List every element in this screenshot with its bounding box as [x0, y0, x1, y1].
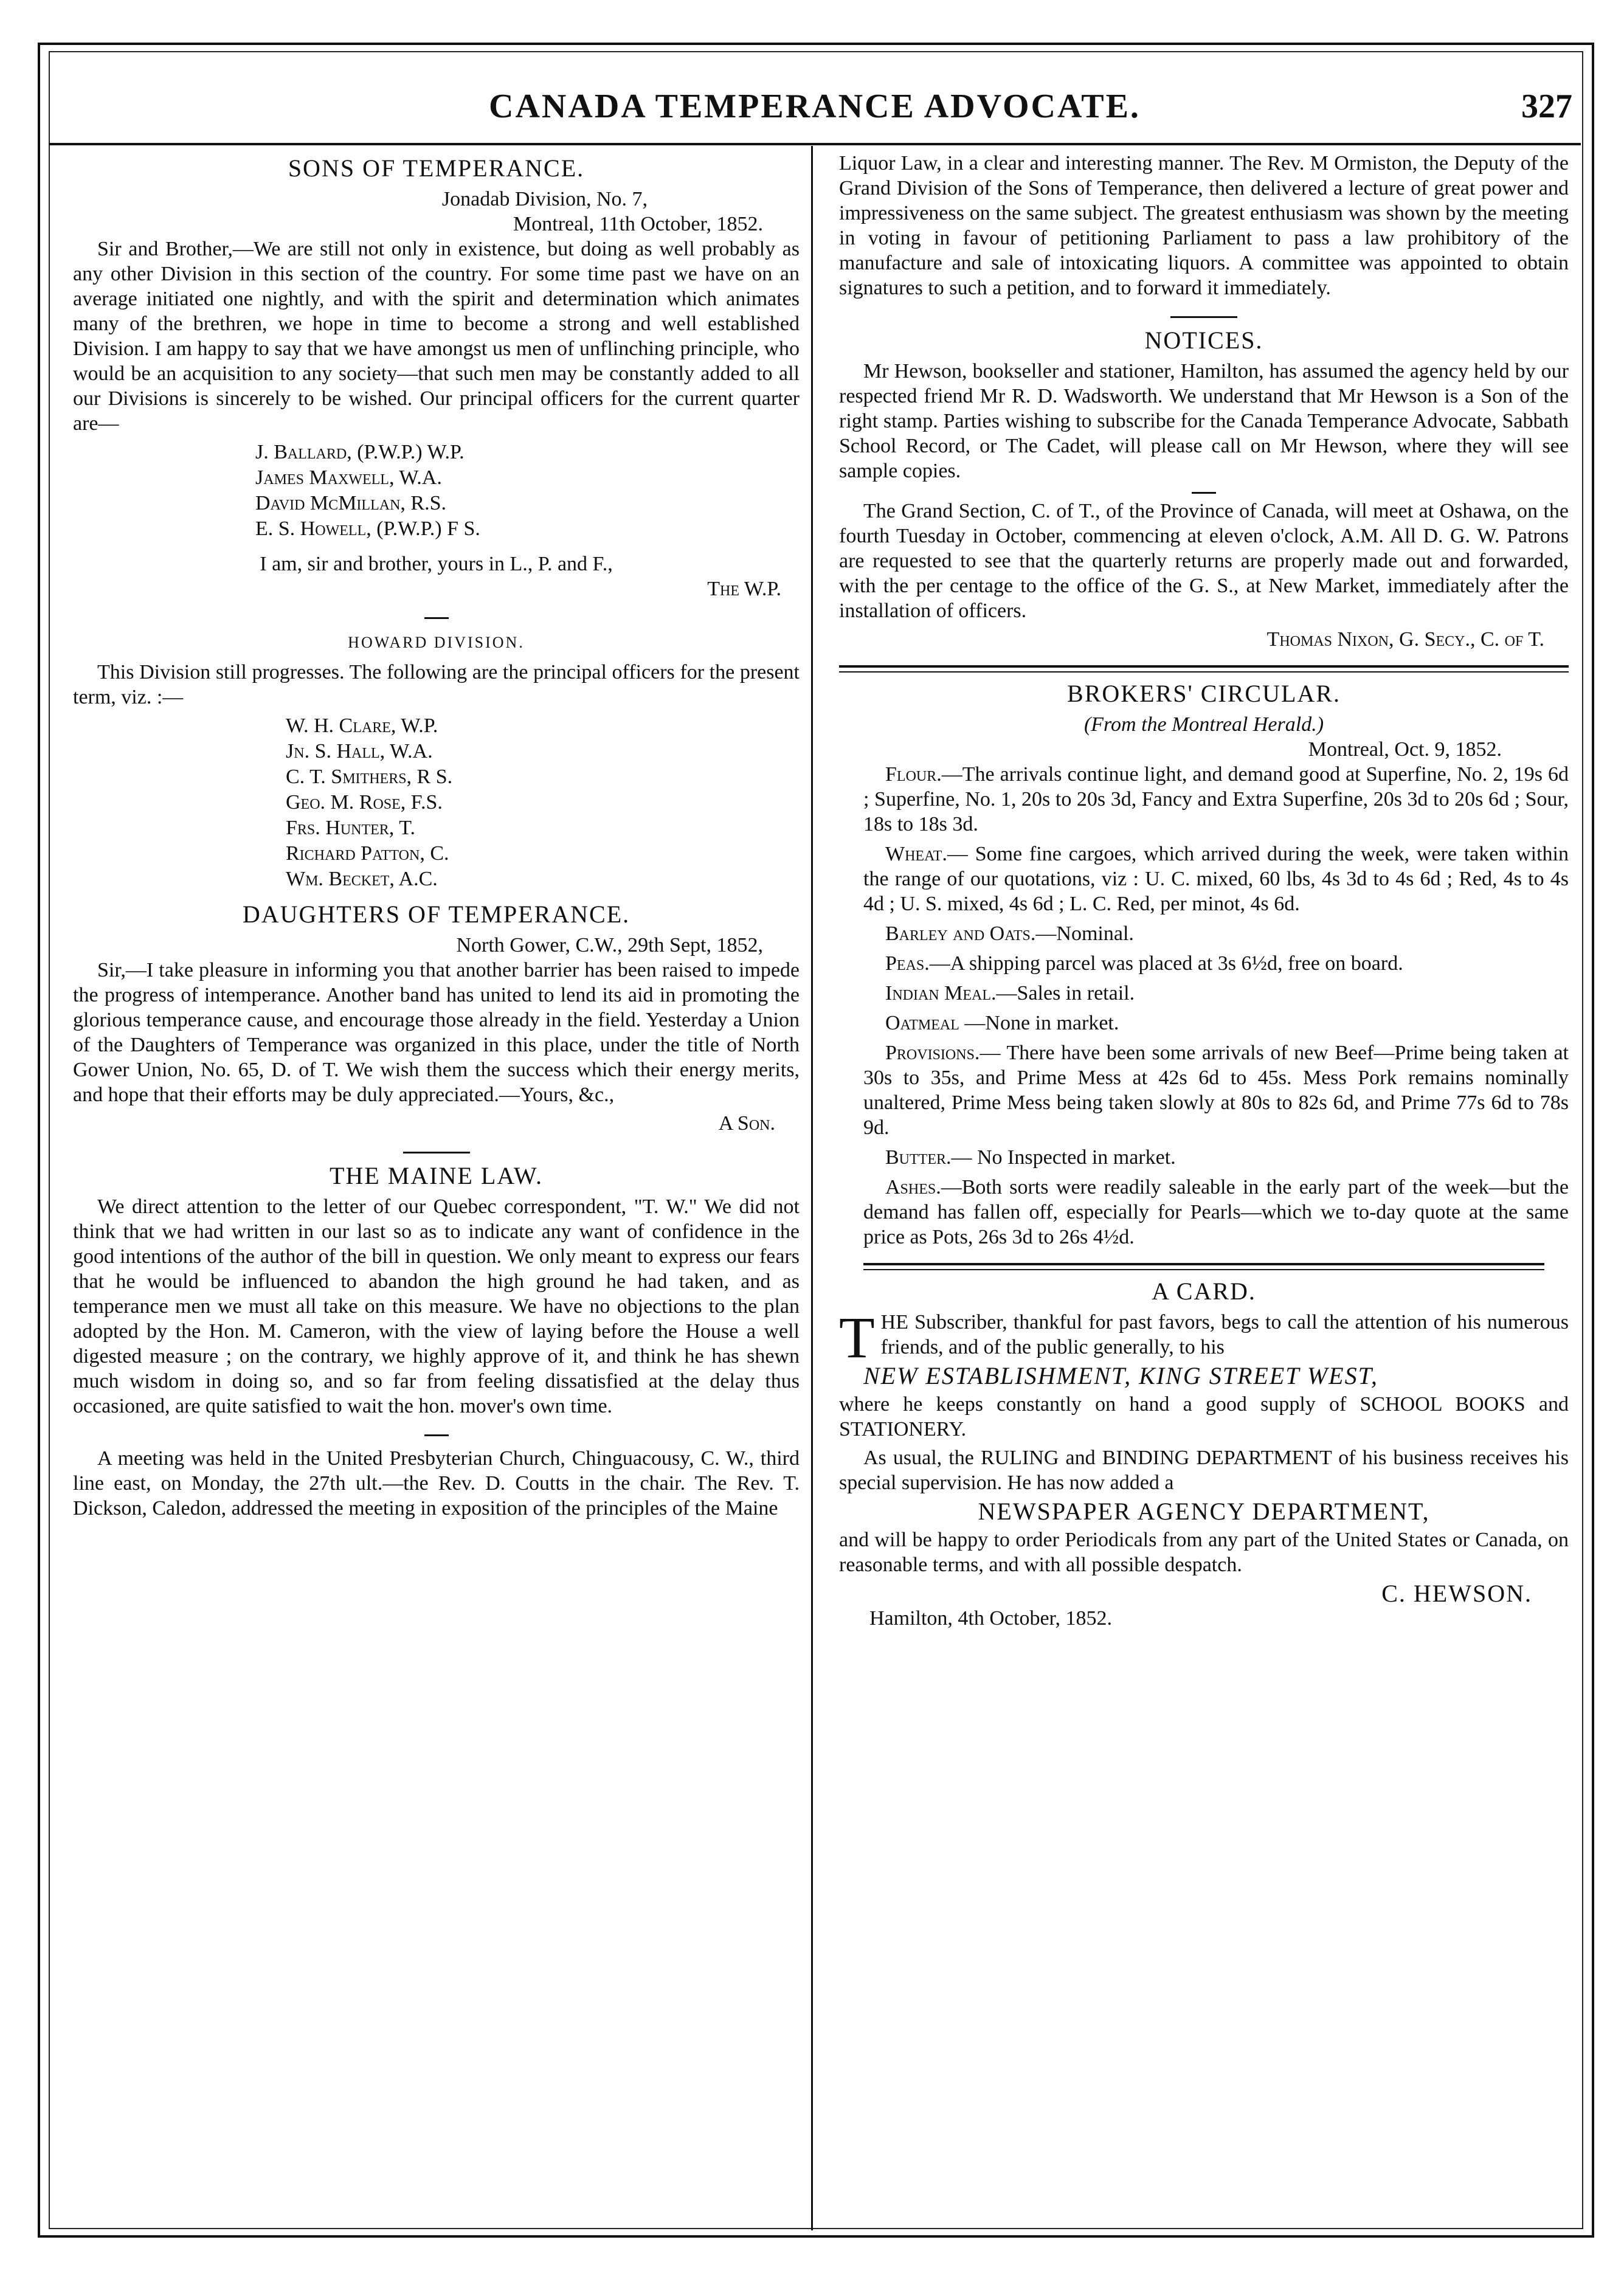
market-item-text: —Both sorts were readily saleable in the early part of the week—but the demand has fallen off, especially for Pearls—which we to-day quote at the same price as Pots, 26s 3d to 26s 4½d.	[863, 1176, 1569, 1248]
market-item	[863, 762, 1569, 837]
market-item-label: Indian Meal.	[885, 982, 997, 1005]
maine-law-heading: THE MAINE LAW.	[329, 1162, 544, 1189]
right-column	[839, 151, 1569, 1631]
brokers-source: (From the Montreal Herald.)	[1083, 713, 1324, 736]
market-item	[863, 921, 1569, 946]
brokers-market-report	[839, 762, 1569, 1250]
market-item-text: — Some fine cargoes, which arrived during the week, were taken within the range of our quotations, viz : U. C. mixed, 60 lbs, 4s 3d to 4s 6d ; Red, 4s to 4s 4d ; U. S. mixed, 4s 6d ; L. C. Red, per minot, 4s 6d.	[863, 843, 1569, 915]
sons-signature: The W.P.	[707, 578, 781, 600]
market-item-label: Flour.	[885, 763, 942, 786]
market-item	[863, 842, 1569, 916]
market-item-label: Oatmeal	[885, 1012, 959, 1034]
section-rule	[1170, 316, 1237, 318]
card-intro-text: HE Subscriber, thankful for past favors, begs to call the attention of his numerous friends, and of the public generally, to his	[880, 1311, 1569, 1358]
officer-line: Jn. S. Hall, W.A.	[286, 740, 433, 763]
market-item	[863, 1175, 1569, 1250]
market-item-label: Ashes.	[885, 1176, 941, 1198]
officer-line: Wm. Becket, A.C.	[286, 868, 438, 890]
card-dateline: Hamilton, 4th October, 1852.	[869, 1607, 1113, 1630]
left-column	[73, 151, 800, 1524]
card-intro	[839, 1305, 1569, 1370]
card-department: As usual, the RULING and BINDING DEPARTMENT of his business receives his special supervision. He has now added a	[839, 1447, 1569, 1494]
double-rule	[839, 665, 1569, 673]
market-item-label: Butter.	[885, 1146, 952, 1169]
meeting-report: A meeting was held in the United Presbyterian Church, Chinguacousy, C. W., third line east, on Monday, the 27th ult.—the Rev. D. Coutts in the chair. The Rev. T. Dickson, Caledon, addressed the meeting in exposition of the principles of the Maine	[73, 1447, 800, 1520]
notice-signature: Thomas Nixon, G. Secy., C. of T.	[1266, 628, 1544, 651]
sons-division: Jonadab Division, No. 7,	[441, 188, 648, 210]
market-item	[863, 951, 1569, 976]
market-item-text: —The arrivals continue light, and demand good at Superfine, No. 2, 19s 6d ; Superfine, No. 1, 20s to 20s 3d, Fancy and Extra Superfine, 20s 3d to 20s 6d ; Sour, 18s to 18s 3d.	[863, 763, 1569, 835]
notice-grand-section: The Grand Section, C. of T., of the Province of Canada, will meet at Oshawa, on the fourth Tuesday in October, commencing at eleven o'clock, A.M. All D. G. W. Patrons are requested to see that the quarterly returns are properly made out and forwarded, with the per centage to the office of the G. S., at New Market, immediately after the installation of officers.	[839, 500, 1569, 622]
card-establishment: NEW ESTABLISHMENT, KING STREET WEST,	[863, 1362, 1378, 1389]
officer-line: Richard Patton, C.	[286, 842, 449, 865]
howard-body: This Division still progresses. The following are the principal officers for the present term, viz. :—	[73, 661, 800, 708]
card-agency: NEWSPAPER AGENCY DEPARTMENT,	[978, 1498, 1430, 1525]
market-item-text: —Nominal.	[1035, 922, 1134, 945]
officer-line: Frs. Hunter, T.	[286, 817, 415, 839]
section-rule	[1192, 492, 1216, 494]
officer-line: E. S. Howell, (P.W.P.) F S.	[255, 517, 480, 540]
market-item-label: Barley and Oats.	[885, 922, 1036, 945]
officer-line: James Maxwell, W.A.	[255, 466, 442, 489]
officer-line: W. H. Clare, W.P.	[286, 714, 438, 737]
card-periodicals: and will be happy to order Periodicals from any part of the United States or Canada, on reasonable terms, and with all possible despatch.	[839, 1529, 1569, 1576]
notices-heading: NOTICES.	[1144, 327, 1263, 354]
card-stock: where he keeps constantly on hand a good supply of SCHOOL BOOKS and STATIONERY.	[839, 1393, 1569, 1440]
notice-hewson: Mr Hewson, bookseller and stationer, Hamilton, has assumed the agency held by our respected friend Mr R. D. Wadsworth. We understand that Mr Hewson is a Son of the right stamp. Parties wishing to subscribe for the Canada Temperance Advocate, Sabbath School Record, or The Cadet, will please call on Mr Hewson, where they will see sample copies.	[839, 360, 1569, 482]
officer-line: Geo. M. Rose, F.S.	[286, 791, 443, 814]
market-item	[863, 1011, 1569, 1036]
daughters-signature: A Son.	[718, 1112, 775, 1135]
brokers-dateline: Montreal, Oct. 9, 1852.	[1308, 738, 1502, 761]
daughters-heading: DAUGHTERS OF TEMPERANCE.	[242, 901, 631, 928]
page-number: 327	[1521, 88, 1572, 125]
masthead-title: CANADA TEMPERANCE ADVOCATE.	[489, 88, 1141, 125]
daughters-dateline: North Gower, C.W., 29th Sept, 1852,	[456, 934, 763, 956]
section-rule	[403, 1152, 470, 1153]
header-rule	[49, 143, 1581, 145]
sons-closing: I am, sir and brother, yours in L., P. and F.,	[260, 553, 613, 575]
market-item-label: Peas.	[885, 952, 930, 975]
market-item-label: Wheat.	[885, 843, 947, 865]
column-divider	[811, 146, 813, 2230]
howard-heading: HOWARD DIVISION.	[348, 634, 525, 651]
section-rule	[424, 1434, 449, 1436]
sons-letter-body: Sir and Brother,—We are still not only in existence, but doing as well probably as any other Division in this section of the country. For some time past we have on an average initiated one nightly, and with the spirit and determination which animates many of the brethren, we hope in time to become a strong and well established Division. I am happy to say that we have amongst us men of unflinching principle, who would be an acquisition to any society—that such men may be constantly added to all our Divisions is sincerely to be wished. Our principal officers for the current quarter are—	[73, 238, 800, 435]
sons-officers-list	[255, 440, 800, 542]
card-dropcap: T	[839, 1305, 875, 1370]
market-item-text: — No Inspected in market.	[951, 1146, 1176, 1169]
brokers-heading: BROKERS' CIRCULAR.	[1067, 680, 1341, 707]
market-item	[863, 1145, 1569, 1170]
officer-line: David McMillan, R.S.	[255, 492, 446, 514]
section-rule	[424, 617, 449, 619]
page-header	[49, 76, 1581, 143]
market-item-text: —None in market.	[959, 1012, 1119, 1034]
meeting-report-continued: Liquor Law, in a clear and interesting manner. The Rev. M Ormiston, the Deputy of the Grand Division of the Sons of Temperance, then delivered a lecture of great power and impressiveness on the same subject. The greatest enthusiasm was shown by the meeting in voting in favour of petitioning Parliament to pass a law prohibitory of the manufacture and sale of intoxicating liquors. A committee was appointed to obtain signatures to such a petition, and to forward it immediately.	[839, 152, 1569, 299]
maine-law-body: We direct attention to the letter of our Quebec correspondent, "T. W." We did not think that we had written in our last so as to indicate any want of confidence in the good intentions of the author of the bill in question. We only meant to express our fears that he would be influenced to abandon the high ground he had taken, and as temperance men we must all take on this measure. We have no objections to the plan adopted by the Hon. M. Cameron, with the view of laying before the House a well digested measure ; on the contrary, we highly approve of it, and think he has shewn much wisdom in doing so, and so far from feeling dissatisfied at the delay thus occasioned, are quite satisfied to wait the hon. mover's own time.	[73, 1195, 800, 1417]
officer-line: J. Ballard, (P.W.P.) W.P.	[255, 441, 465, 463]
market-item	[863, 981, 1569, 1006]
sons-dateline: Montreal, 11th October, 1852.	[513, 213, 763, 235]
howard-officers-list	[286, 713, 800, 892]
double-rule	[863, 1263, 1544, 1270]
officer-line: C. T. Smithers, R S.	[286, 766, 453, 788]
market-item	[863, 1040, 1569, 1140]
card-signature: C. HEWSON.	[1381, 1580, 1532, 1607]
daughters-letter-body: Sir,—I take pleasure in informing you that another barrier has been raised to impede the progress of intemperance. Another band has united to lend its aid in promoting the glorious temperance cause, and encourage those already in the field. Yesterday a Union of the Daughters of Temperance was organized in this place, under the title of North Gower Union, No. 65, D. of T. We wish them the success which their energy merits, and hope that their efforts may be duly appreciated.—Yours, &c.,	[73, 959, 800, 1106]
market-item-text: — There have been some arrivals of new Beef—Prime being taken at 30s to 35s, and Prime Mess at 42s 6d to 45s. Mess Pork remains nominally unaltered, Prime Mess being taken slowly at 80s to 82s 6d, and Prime 77s 6d to 78s 9d.	[863, 1042, 1569, 1139]
market-item-text: —A shipping parcel was placed at 3s 6½d, free on board.	[929, 952, 1403, 975]
market-item-label: Provisions.	[885, 1042, 980, 1064]
sons-heading: SONS OF TEMPERANCE.	[288, 154, 585, 182]
card-heading: A CARD.	[1152, 1278, 1256, 1305]
market-item-text: —Sales in retail.	[996, 982, 1135, 1005]
